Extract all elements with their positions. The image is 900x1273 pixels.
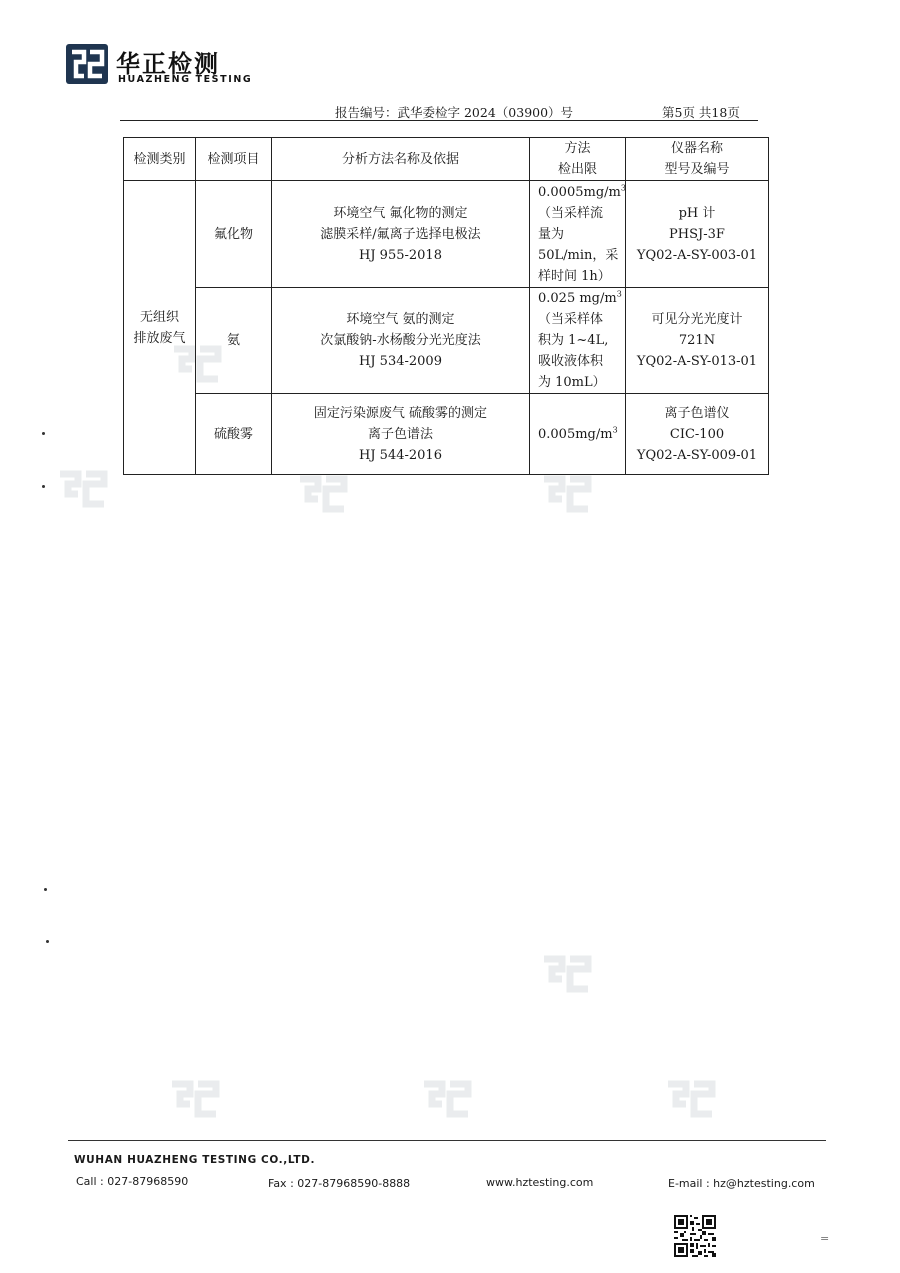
limit-note: （当采样流 bbox=[538, 205, 604, 221]
watermark-logo-icon bbox=[420, 1080, 472, 1118]
method-cell bbox=[272, 181, 530, 288]
method-line: 次氯酸钠-水杨酸分光光度法 bbox=[320, 333, 481, 348]
header-limit-line: 检出限 bbox=[557, 162, 597, 177]
instrument-line: 可见分光光度计 bbox=[651, 312, 743, 327]
category-line: 排放废气 bbox=[133, 330, 186, 346]
watermark-logo-icon bbox=[540, 475, 592, 513]
limit-note: 50L/min，采 bbox=[538, 247, 619, 263]
report-number: 报告编号：武华委检字 2024（03900）号 bbox=[335, 105, 574, 120]
footer-email[interactable]: E-mail : hz@hztesting.com bbox=[668, 1177, 815, 1190]
method-line: 环境空气 氟化物的测定 bbox=[333, 205, 468, 221]
instrument-line: YQ02-A-SY-003-01 bbox=[636, 247, 758, 263]
limit-value bbox=[538, 288, 622, 309]
method-line: 离子色谱法 bbox=[367, 426, 433, 442]
footer-website[interactable]: www.hztesting.com bbox=[486, 1176, 594, 1189]
instrument-line: 721N bbox=[678, 333, 716, 348]
limit-note: （当采样体 bbox=[538, 312, 604, 327]
limit-note: 吸收液体积 bbox=[538, 354, 604, 369]
instrument-cell bbox=[626, 181, 769, 288]
limit-note: 为 10mL） bbox=[538, 375, 606, 390]
limit-value bbox=[538, 424, 622, 445]
watermark-logo-icon bbox=[168, 1080, 220, 1118]
header-instrument-line: 仪器名称 bbox=[670, 141, 723, 156]
instrument-line: PHSJ-3F bbox=[669, 226, 725, 242]
category-cell bbox=[124, 181, 196, 475]
method-line: 固定污染源废气 硫酸雾的测定 bbox=[313, 405, 488, 421]
method-line: HJ 544-2016 bbox=[359, 447, 442, 463]
footer-company: WUHAN HUAZHENG TESTING CO.,LTD. bbox=[74, 1154, 316, 1166]
instrument-cell bbox=[626, 288, 769, 394]
watermark-logo-icon bbox=[296, 475, 348, 513]
footer-fax: Fax : 027-87968590-8888 bbox=[268, 1177, 411, 1190]
limit-value-text: 0.005mg/m bbox=[538, 426, 613, 442]
instrument-cell bbox=[626, 394, 769, 475]
item-cell: 氨 bbox=[196, 288, 272, 394]
header-limit bbox=[530, 138, 626, 181]
watermark-logo-icon bbox=[56, 470, 108, 508]
category-line: 无组织 bbox=[139, 309, 179, 325]
unit-exponent: 3 bbox=[616, 289, 622, 299]
footer-divider bbox=[68, 1140, 826, 1141]
limit-cell bbox=[530, 394, 626, 475]
header-instrument-line: 型号及编号 bbox=[664, 162, 730, 177]
scan-speck bbox=[44, 888, 47, 891]
table-header-row bbox=[124, 138, 769, 181]
page-number: 第5页 共18页 bbox=[662, 105, 740, 120]
limit-note: 量为 bbox=[538, 226, 565, 242]
instrument-line: YQ02-A-SY-013-01 bbox=[636, 354, 758, 369]
watermark-logo-icon bbox=[664, 1080, 716, 1118]
qr-code-icon bbox=[674, 1215, 716, 1257]
footer-call: Call : 027-87968590 bbox=[76, 1175, 189, 1188]
item-cell: 硫酸雾 bbox=[196, 394, 272, 475]
table-row bbox=[124, 181, 769, 288]
instrument-line: CIC-100 bbox=[669, 426, 725, 442]
header-instrument bbox=[626, 138, 769, 181]
method-line: 环境空气 氨的测定 bbox=[346, 312, 455, 327]
limit-cell bbox=[530, 288, 626, 394]
scan-speck bbox=[42, 485, 45, 488]
table-row bbox=[124, 394, 769, 475]
header-divider bbox=[120, 120, 758, 121]
limit-note: 积为 1~4L, bbox=[538, 333, 609, 348]
header-method: 分析方法名称及依据 bbox=[272, 138, 530, 181]
scan-speck bbox=[42, 432, 45, 435]
limit-note: 样时间 1h） bbox=[538, 268, 611, 284]
table-row bbox=[124, 288, 769, 394]
method-line: 滤膜采样/氟离子选择电极法 bbox=[320, 226, 481, 242]
method-cell bbox=[272, 288, 530, 394]
scan-mark: = bbox=[820, 1232, 830, 1245]
instrument-line: pH 计 bbox=[678, 205, 716, 221]
item-cell: 氟化物 bbox=[196, 181, 272, 288]
limit-value bbox=[538, 182, 626, 203]
limit-cell bbox=[530, 181, 626, 288]
method-cell bbox=[272, 394, 530, 475]
limit-value-text: 0.025 mg/m bbox=[538, 291, 617, 306]
unit-exponent: 3 bbox=[612, 425, 618, 435]
header-category: 检测类别 bbox=[124, 138, 196, 181]
header-limit-line: 方法 bbox=[564, 141, 591, 156]
method-line: HJ 955-2018 bbox=[359, 247, 442, 263]
method-line: HJ 534-2009 bbox=[359, 354, 442, 369]
testing-methods-table bbox=[123, 137, 769, 475]
logo-chinese-name: 华正检测 bbox=[116, 50, 220, 78]
instrument-line: YQ02-A-SY-009-01 bbox=[636, 447, 758, 463]
watermark-logo-icon bbox=[540, 955, 592, 993]
huazheng-logo-icon bbox=[66, 44, 108, 84]
logo-english-name: HUAZHENG TESTING bbox=[118, 74, 253, 85]
company-logo bbox=[66, 44, 253, 88]
instrument-line: 离子色谱仪 bbox=[664, 405, 730, 421]
unit-exponent: 3 bbox=[620, 183, 626, 193]
header-item: 检测项目 bbox=[196, 138, 272, 181]
scan-speck bbox=[46, 940, 49, 943]
limit-value-text: 0.0005mg/m bbox=[538, 184, 621, 200]
